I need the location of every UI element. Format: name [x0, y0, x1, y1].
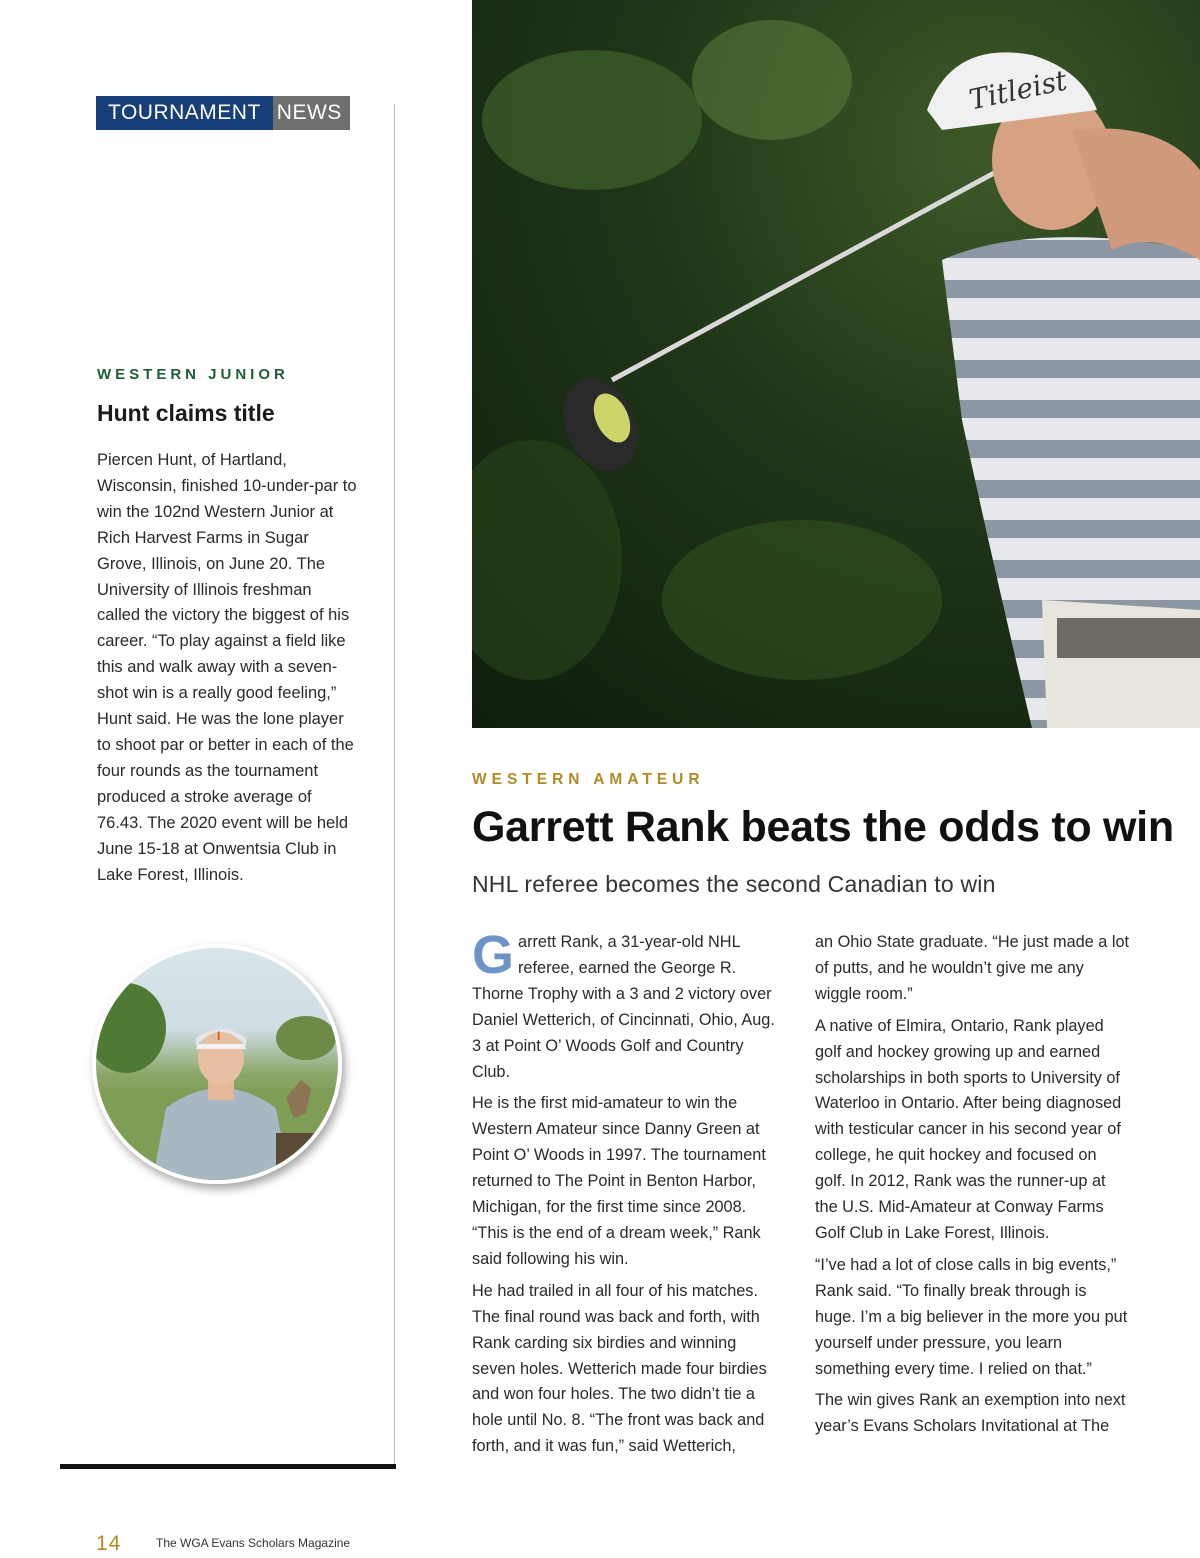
junior-champion-photo: [92, 944, 342, 1184]
article-column-1: [472, 925, 777, 1466]
section-tag-tournament: TOURNAMENT: [96, 96, 273, 130]
article-column-2: [815, 930, 1130, 1446]
svg-text:I: I: [217, 1029, 221, 1043]
section-tag-news: NEWS: [273, 96, 350, 130]
sidebar-body: Piercen Hunt, of Hartland, Wisconsin, finished 10-under-par to win the 102nd Western Junior at Rich Harvest Farms in Sugar Grove, Illinois, on June 20. The University of Illinois freshman called the victory the biggest of his career. “To play against a field like this and walk away with a seven-shot win is a really good feeling,” Hunt said. He was the lone player to shoot par or better in each of the four rounds as the tournament produced a stroke average of 76.43. The 2020 event will be held June 15-18 at Onwentsia Club in Lake Forest, Illinois.: [97, 451, 357, 884]
paragraph: The win gives Rank an exemption into next year’s Evans Scholars Invitational at The: [815, 1391, 1126, 1436]
paragraph: He is the first mid-amateur to win the Western Amateur since Danny Green at Point O’ Woods in 1997. The tournament returned to The Point in Benton Harbor, Michigan, for the first time since 2008. “This is the end of a dream week,” Rank said following his win.: [472, 1094, 766, 1268]
paragraph: “I’ve had a lot of close calls in big events,” Rank said. “To finally break through is huge. I’m a big believer in the more you put yourself under pressure, you learn something every time. I relied on that.”: [815, 1255, 1128, 1378]
sidebar-bottom-rule: [60, 1464, 396, 1469]
paragraph: an Ohio State graduate. “He just made a lot of putts, and he wouldn’t give me any wiggle room.”: [815, 933, 1130, 1003]
main-headline: Garrett Rank beats the odds to win: [472, 803, 1174, 851]
paragraph: He had trailed in all four of his matches. The final round was back and forth, with Rank carding six birdies and winning seven holes. Wetterich made four birdies and won four holes. The two didn’t tie a hole until No. 8. “The front was back and forth, and it was fun,” said Wetterich,: [472, 1281, 767, 1456]
junior-champion-illustration: [96, 948, 342, 1184]
sidebar-kicker: WESTERN JUNIOR: [97, 366, 289, 383]
golfer-swing-illustration: [472, 0, 1200, 728]
page-number: 14: [96, 1532, 122, 1555]
drop-cap: G: [472, 925, 515, 985]
hero-golfer-photo: [472, 0, 1200, 728]
magazine-name: The WGA Evans Scholars Magazine: [156, 1536, 351, 1550]
paragraph: A native of Elmira, Ontario, Rank played golf and hockey growing up and earned scholarships in both sports to University of Waterloo in Ontario. After being diagnosed with testicular cancer in his second year of college, he quit hockey and focused on golf. In 2012, Rank was the runner-up at the U.S. Mid-Amateur at Conway Farms Golf Club in Lake Forest, Illinois.: [815, 1016, 1122, 1242]
paragraph: Garrett Rank, a 31-year-old NHL referee, earned the George R. Thorne Trophy with a 3 and 2 victory over Daniel Wetterich, of Cincinnati, Ohio, Aug. 3 at Point O’ Woods Golf and Country Club.: [472, 925, 775, 1081]
main-kicker: WESTERN AMATEUR: [472, 771, 705, 788]
cap-logo-text: Titleist: [966, 63, 1070, 117]
sidebar-divider: [394, 104, 395, 1468]
section-tag: [96, 96, 350, 130]
main-deck: NHL referee becomes the second Canadian to win: [472, 871, 996, 897]
sidebar-headline: Hunt claims title: [97, 400, 275, 426]
